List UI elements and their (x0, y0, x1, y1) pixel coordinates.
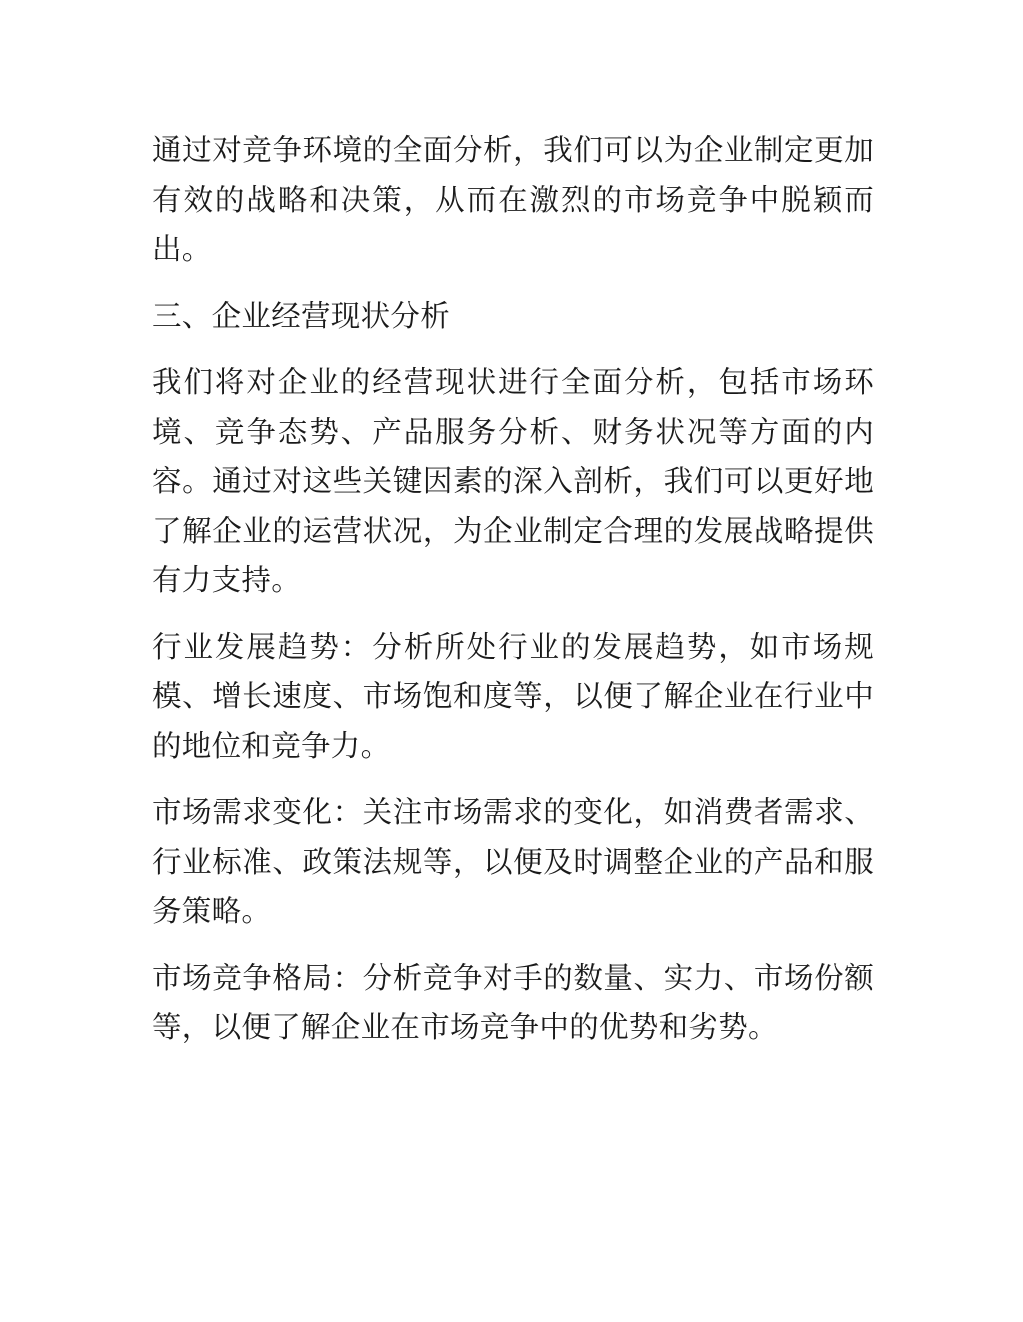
paragraph-industry-trend: 行业发展趋势：分析所处行业的发展趋势，如市场规模、增长速度、市场饱和度等，以便了解企业在行业中的地位和竞争力。 (152, 629, 874, 763)
paragraph-competition-summary: 通过对竞争环境的全面分析，我们可以为企业制定更加有效的战略和决策，从而在激烈的市场竞争中脱颖而出。 (152, 133, 874, 266)
paragraph-market-demand: 市场需求变化：关注市场需求的变化，如消费者需求、行业标准、政策法规等，以便及时调整企业的产品和服务策略。 (152, 795, 874, 928)
section-heading: 三、企业经营现状分析 (152, 298, 451, 333)
paragraph-competitive-landscape: 市场竞争格局：分析竞争对手的数量、实力、市场份额等，以便了解企业在市场竞争中的优势和劣势。 (152, 960, 874, 1044)
document-body (152, 126, 874, 1070)
paragraph-business-status: 我们将对企业的经营现状进行全面分析，包括市场环境、竞争态势、产品服务分析、财务状况等方面的内容。通过对这些关键因素的深入剖析，我们可以更好地了解企业的运营状况，为企业制定合理的发展战略提供有力支持。 (152, 365, 874, 597)
